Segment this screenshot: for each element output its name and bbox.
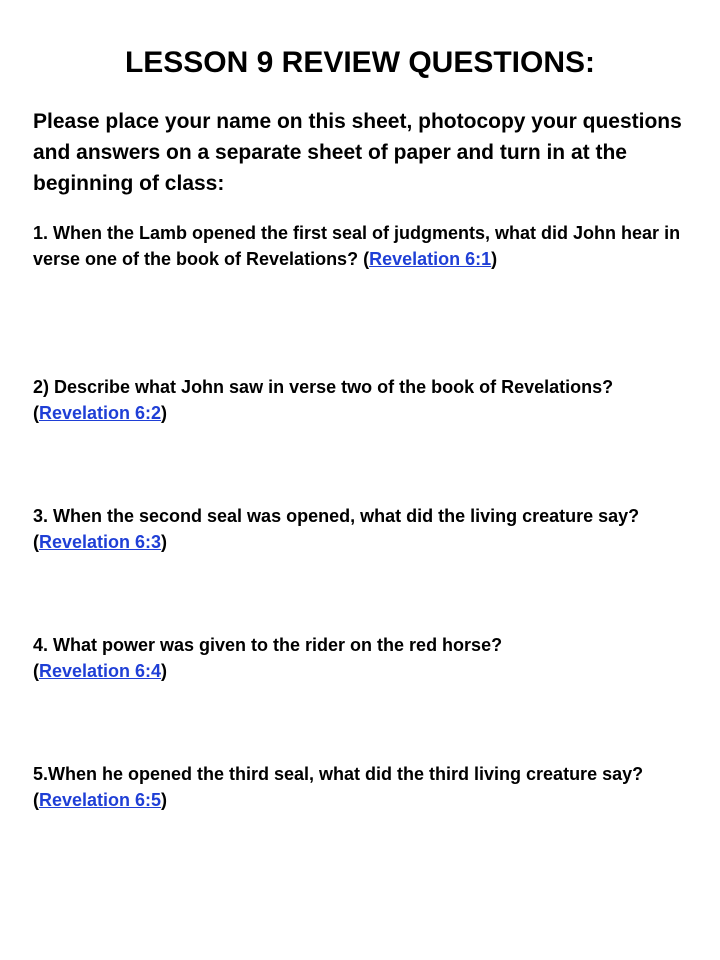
question-3 [33, 503, 683, 555]
question-4 [33, 632, 683, 684]
question-1-reference-link[interactable]: Revelation 6:1 [369, 249, 492, 269]
paren-open: ( [33, 661, 39, 681]
paren-open: ( [33, 790, 39, 810]
instructions-text: Please place your name on this sheet, photocopy your questions and answers on a separate sheet of paper and turn in at the beginning of class: [33, 110, 682, 195]
page-title: LESSON 9 REVIEW QUESTIONS: [124, 46, 596, 79]
question-5-text: 5.When he opened the third seal, what did the third living creature say? [33, 764, 644, 784]
question-2-reference-link[interactable]: Revelation 6:2 [39, 403, 162, 423]
paren-open: ( [33, 403, 39, 423]
question-5-reference-link[interactable]: Revelation 6:5 [39, 790, 162, 810]
paren-open: ( [33, 532, 39, 552]
question-4-reference-link[interactable]: Revelation 6:4 [39, 661, 162, 681]
question-3-reference-link[interactable]: Revelation 6:3 [39, 532, 162, 552]
question-1-text: 1. When the Lamb opened the first seal of judgments, what did John hear in verse one of the book of Revelations? [33, 223, 681, 269]
question-2-text: 2) Describe what John saw in verse two of the book of Revelations? [33, 377, 614, 397]
paren-close: ) [161, 403, 168, 423]
paren-close: ) [161, 790, 168, 810]
question-3-text: 3. When the second seal was opened, what did the living creature say? [33, 506, 640, 526]
question-4-text: 4. What power was given to the rider on the red horse? [33, 635, 503, 655]
paren-close: ) [491, 249, 498, 269]
paren-open: ( [363, 249, 370, 269]
paren-close: ) [161, 532, 168, 552]
question-1 [33, 220, 683, 272]
question-5 [33, 761, 683, 813]
paren-close: ) [161, 661, 168, 681]
question-2 [33, 374, 683, 426]
